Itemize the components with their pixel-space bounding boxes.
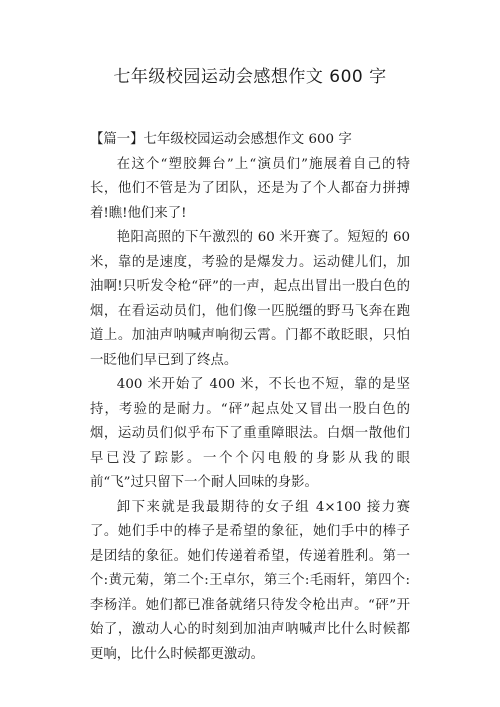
page-title: 七年级校园运动会感想作文 600 字 [113, 67, 387, 87]
paragraph: 艳阳高照的下午激烈的 60 米开赛了。短短的 60 米，靠的是速度，考验的是爆发力。运动健儿们，加油啊!只听发令枪“砰”的一声，起点出冒出一股白色的烟，在看运动员们，他们像一匹脱缰的野马飞奔在跑道上。加油声呐喊声响彻云霄。门都不敢眨眼，只怕一眨他们早已到了终点。 [90, 230, 410, 368]
article-body [90, 128, 410, 667]
paragraph: 卸下来就是我最期待的女子组 4×100 接力赛了。她们手中的棒子是希望的象征，她们手中的棒子是团结的象征。她们传递着希望，传递着胜利。第一个:黄元菊，第二个:王卓尔，第三个:毛雨轩，第四个:李杨洋。她们都已准备就绪只待发令枪出声。“砰”开始了，激动人心的时刻到加油声呐喊声比什么时候都更响，比什么时候都更激动。 [90, 499, 410, 662]
section-header: 【篇一】七年级校园运动会感想作文 600 字 [90, 132, 352, 147]
paragraph: 400 米开始了 400 米，不长也不短，靠的是坚持，考验的是耐力。“砰”起点处又冒出一股白色的烟，运动员们似乎布下了重重障眼法。白烟一散他们早已没了踪影。一个个闪电般的身影从我的眼前“飞”过只留下一个耐人回味的身影。 [90, 377, 410, 490]
paragraph: 在这个“塑胶舞台”上“演员们”施展着自己的特长，他们不管是为了团队，还是为了个人都奋力拼搏着!瞧!他们来了! [90, 156, 410, 221]
